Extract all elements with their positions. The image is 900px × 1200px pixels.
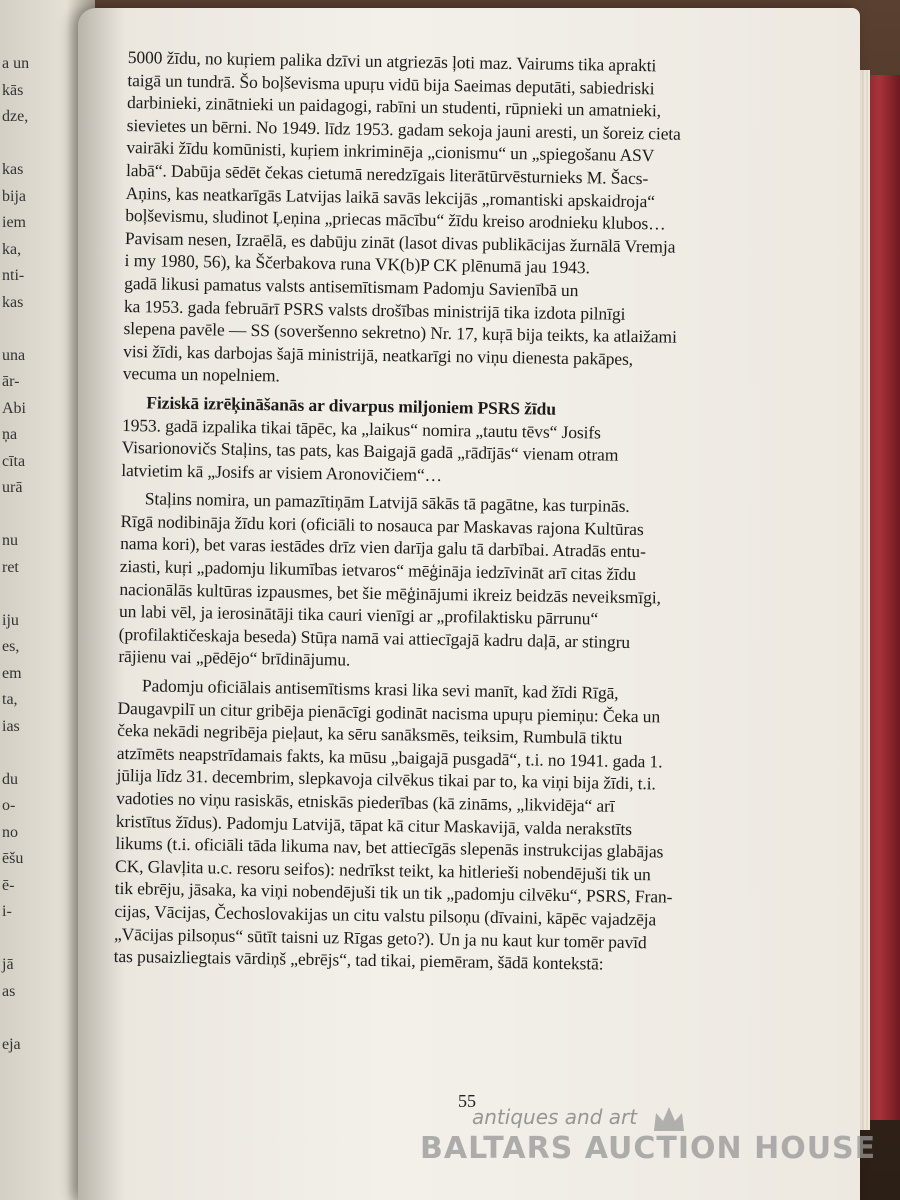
- left-page-line: dze,: [2, 108, 29, 125]
- text-line: visi žīdi, kas darbojas šajā ministrijā, neatkarīgi no viņu dienesta pakāpes,: [123, 340, 634, 369]
- text-line: čeka nekādi negribēja pieļaut, ka sēru sanāksmēs, teiksim, Rumbulā tiktu: [117, 720, 623, 749]
- text-line: rājienu vai „pēdējo“ brīdinājumu.: [118, 646, 351, 671]
- text-line: vecuma un nopelniem.: [122, 363, 280, 386]
- watermark: [420, 1105, 900, 1185]
- text-line: taigā un tundrā. Šo boļševisma upuŗu vidū bija Saeimas deputāti, sabiedriski: [127, 69, 655, 98]
- text-line: tas pusaizliegtais vārdiņš „ebrējs“, tad tikai, piemēram, šādā kontekstā:: [113, 946, 604, 974]
- left-page-line: as: [2, 982, 16, 1000]
- left-page-line: ņa: [2, 426, 18, 443]
- left-page-line: bija: [2, 187, 26, 205]
- left-page-line: i-: [2, 903, 12, 920]
- right-page: [78, 8, 860, 1200]
- left-page-line: ē-: [2, 876, 15, 894]
- left-page-line: nti-: [2, 267, 25, 284]
- text-line: vairāki žīdu komūnisti, kuŗiem inkriminēja „cionismu“ un „spiegošanu ASV: [126, 137, 655, 166]
- left-page-line: ēšu: [2, 850, 24, 867]
- left-page-line: jā: [2, 956, 14, 973]
- left-page-line: ār-: [2, 373, 20, 390]
- left-page-line: eja: [2, 1035, 21, 1053]
- left-page-line: iem: [2, 214, 26, 231]
- text-line: cijas, Vācijas, Čechoslovakijas un citu valstu pilsoņu (dīvaini, kāpēc vajadzēja: [114, 900, 657, 930]
- left-page-line: iju: [2, 611, 19, 629]
- text-line: labā“. Dabūja sēdēt čekas cietumā neredzīgais literātūrvēsturnieks M. Šacs-: [125, 159, 649, 189]
- text-line: nama kori), bet varas iestādes drīz vien darīja galu tā darbībai. Atradās entu-: [120, 533, 646, 562]
- left-page-line: ta,: [2, 691, 18, 708]
- left-page-line: kas: [2, 161, 24, 178]
- watermark-brand: BALTARS AUCTION HOUSE: [420, 1131, 877, 1166]
- left-page-line: kās: [2, 81, 24, 99]
- text-line: nacionālās kultūras izpausmes, bet šie mēģinājumi ikreiz beidzās neveiksmīgi,: [119, 578, 662, 608]
- text-line: atzīmēts neapstrīdamais fakts, ka mūsu „baigajā pusgadā“, t.i. no 1941. gada 1.: [116, 742, 663, 772]
- text-line: 5000 žīdu, no kuŗiem palika dzīvi un atgriezās ļoti maz. Vairums tika aprakti: [127, 46, 657, 76]
- text-line: vadoties no viņu rasiskās, etniskās piederības (kā zināms, „likvidēja“ arī: [116, 787, 615, 816]
- text-line: tik ebrēju, jāsaka, ka viņi nobendējuši tik un tik „padomju cilvēku“, PSRS, Fran-: [114, 878, 673, 908]
- left-page-line: no: [2, 823, 18, 841]
- page-number: 55: [458, 1091, 476, 1111]
- left-page-line: ret: [2, 558, 19, 576]
- left-page-line: es,: [2, 638, 20, 655]
- text-line: Pavisam nesen, Izraēlā, es dabūju zināt (lasot divas publikācijas žurnālā Vremja: [124, 227, 676, 257]
- text-line: Rīgā nodibināja žīdu kori (oficiāli to nosauca par Maskavas rajona Kultūras: [120, 510, 644, 540]
- text-line: likums (t.i. oficiāli tāda likuma nav, bet attiecīgās slepenās instrukcijas glabājas: [115, 833, 664, 862]
- text-line: Fiziskā izrēķināšanās ar divarpus miljoniem PSRS žīdu: [146, 392, 557, 419]
- left-page-line: kas: [2, 293, 24, 311]
- text-line: gadā likusi pamatus valsts antisemītismam Padomju Savienībā un: [124, 272, 579, 301]
- text-line: (profilaktičeskaja beseda) Stūŗa namā vai attiecīgajā kadru daļā, ar stingru: [118, 623, 631, 652]
- text-line: Aņins, kas neatkarīgās Latvijas laikā savās lekcijās „romantiski apskaidroja“: [125, 182, 656, 211]
- text-line: boļševismu, sludinot Ļeņina „priecas mācību“ žīdu kreiso arodnieku klubos…: [125, 205, 666, 234]
- left-page-line: cīta: [2, 452, 26, 470]
- left-page-line: du: [2, 770, 18, 788]
- left-page-line: o-: [2, 797, 16, 814]
- text-line: ka 1953. gada februārī PSRS valsts drošības ministrijā tika izdota pilnīgi: [123, 295, 626, 324]
- left-page-line: em: [2, 664, 22, 682]
- text-line: jūlija līdz 31. decembrim, slepkavoja cilvēkus tikai par to, ka viņi bija žīdi, t.i.: [116, 765, 656, 794]
- text-line: Padomju oficiālais antisemītisms krasi lika sevi manīt, kad žīdi Rīgā,: [141, 675, 619, 703]
- left-page-line: ias: [2, 717, 20, 735]
- text-line: Visarionovičs Staļins, tas pats, kas Baigajā gadā „rādījās“ vienam otram: [121, 437, 619, 465]
- text-line: CK, Glavļita u.c. resoru seifos): nedrīkst teikt, ka hitlerieši nobendējuši tik un: [114, 855, 651, 885]
- crown-icon: [652, 1105, 686, 1133]
- left-page-line: ka,: [2, 240, 22, 258]
- left-page-line: Abi: [2, 399, 26, 417]
- text-line: Staļins nomira, un pamazītiņām Latvijā sākās tā pagātne, kas turpinās.: [144, 488, 630, 517]
- text-line: latvietim kā „Josifs ar visiem Aronovičiem“…: [121, 459, 443, 485]
- text-line: kristītus žīdus). Padomju Latvijā, tāpat kā citur Maskavijā, valda nerakstīts: [115, 810, 633, 839]
- left-page-line: a un: [2, 55, 30, 72]
- left-page-line: urā: [2, 479, 23, 496]
- text-line: „Vācijas pilsoņus“ sūtīt taisni uz Rīgas geto?). Un ja nu kaut kur tomēr pavīd: [113, 923, 647, 952]
- left-page-line: nu: [2, 532, 18, 549]
- page-text: [114, 46, 828, 979]
- text-line: Daugavpilī un citur gribēja pienācīgi godināt nacisma upuŗu piemiņu: Čeka un: [117, 697, 661, 727]
- left-page-line: una: [2, 346, 26, 364]
- text-line: un labi vēl, ja ierosinātāji tika cauri vienīgi ar „profilaktisku pārrunu“: [118, 601, 599, 629]
- watermark-tagline: antiques and art: [472, 1105, 638, 1129]
- text-line: sievietes un bērni. No 1949. līdz 1953. gadam sekoja jauni aresti, un šoreiz cieta: [126, 114, 681, 144]
- text-line: i my 1980, 56), ka Ščerbakova runa VK(b)P CK plēnumā jau 1943.: [124, 250, 590, 278]
- text-line: 1953. gadā izpalika tikai tāpēc, ka „laikus“ nomira „tautu tēvs“ Josifs: [121, 414, 602, 442]
- text-line: darbinieki, zinātnieki un paidagogi, rabīni un studenti, rūpnieki un amatnieki,: [126, 92, 662, 121]
- text-line: slepena pavēle — SS (soveršenno sekretno) Nr. 17, kuŗā bija teikts, ka atlaižami: [123, 318, 677, 347]
- text-line: ziasti, kuŗi „padomju likumības ietvaros“ mēģināja iedzīvināt arī citas žīdu: [119, 555, 637, 585]
